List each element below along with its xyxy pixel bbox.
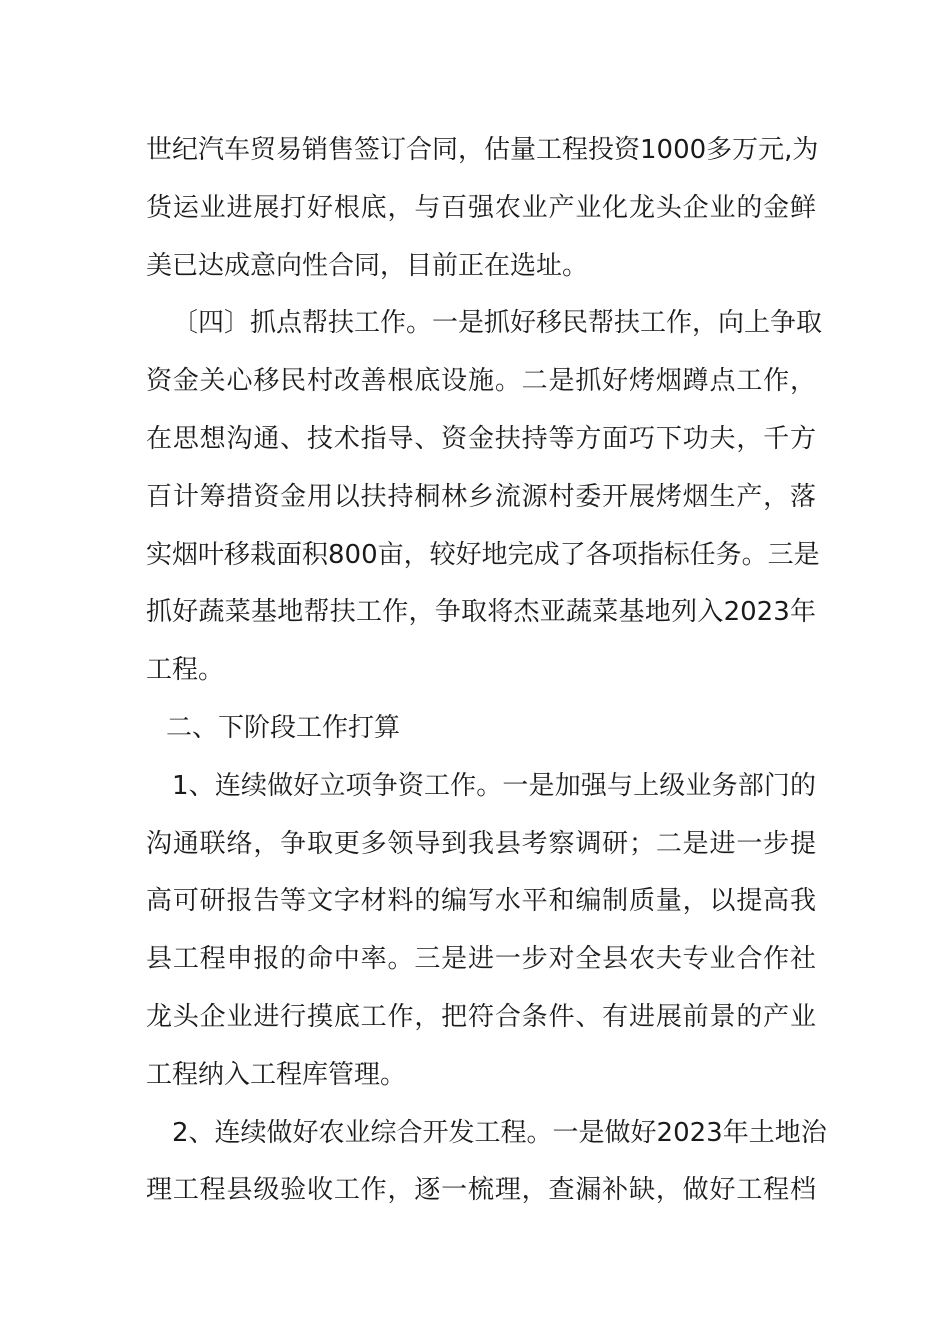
text-line: 工程纳入工程库管理。 (146, 1059, 407, 1090)
text-line: 美已达成意向性合同，目前正在选址。 (146, 250, 589, 281)
text-line: 1、连续做好立项争资工作。一是加强与上级业务部门的 (172, 770, 816, 801)
text-line: 世纪汽车贸易销售签订合同，估量工程投资1000多万元,为 (146, 135, 819, 165)
text-line: 工程。 (146, 655, 225, 686)
text-line: 抓好蔬菜基地帮扶工作，争取将杰亚蔬菜基地列入2023年 (146, 597, 816, 628)
text-line: 2、连续做好农业综合开发工程。一是做好2023年土地治 (172, 1117, 827, 1148)
text-line: 高可研报告等文字材料的编写水平和编制质量，以提高我 (146, 886, 816, 917)
section-heading (146, 700, 816, 758)
text-line: 二、下阶段工作打算 (166, 712, 401, 743)
text-line: 理工程县级验收工作，逐一梳理，查漏补缺，做好工程档 (146, 1175, 816, 1206)
text-line: 实烟叶移栽面积800亩，较好地完成了各项指标任务。三是 (146, 539, 820, 570)
paragraph (146, 758, 816, 1105)
text-line: 龙头企业进行摸底工作，把符合条件、有进展前景的产业 (146, 1001, 816, 1032)
text-line: 百计筹措资金用以扶持桐林乡流源村委开展烤烟生产，落 (146, 481, 816, 512)
text-line: 在思想沟通、技术指导、资金扶持等方面巧下功夫，千方 (146, 423, 816, 454)
paragraph (146, 1105, 827, 1221)
document-body (146, 122, 827, 1220)
text-line: 货运业进展打好根底，与百强农业产业化龙头企业的金鲜 (146, 192, 816, 223)
text-line: 县工程申报的命中率。三是进一步对全县农夫专业合作社 (146, 944, 816, 975)
text-line: 〔四〕抓点帮扶工作。一是抓好移民帮扶工作，向上争取 (172, 308, 823, 339)
paragraph (146, 122, 819, 295)
text-line: 沟通联络，争取更多领导到我县考察调研；二是进一步提 (146, 828, 816, 859)
paragraph (146, 295, 823, 700)
text-line: 资金关心移民村改善根底设施。二是抓好烤烟蹲点工作， (146, 366, 816, 397)
